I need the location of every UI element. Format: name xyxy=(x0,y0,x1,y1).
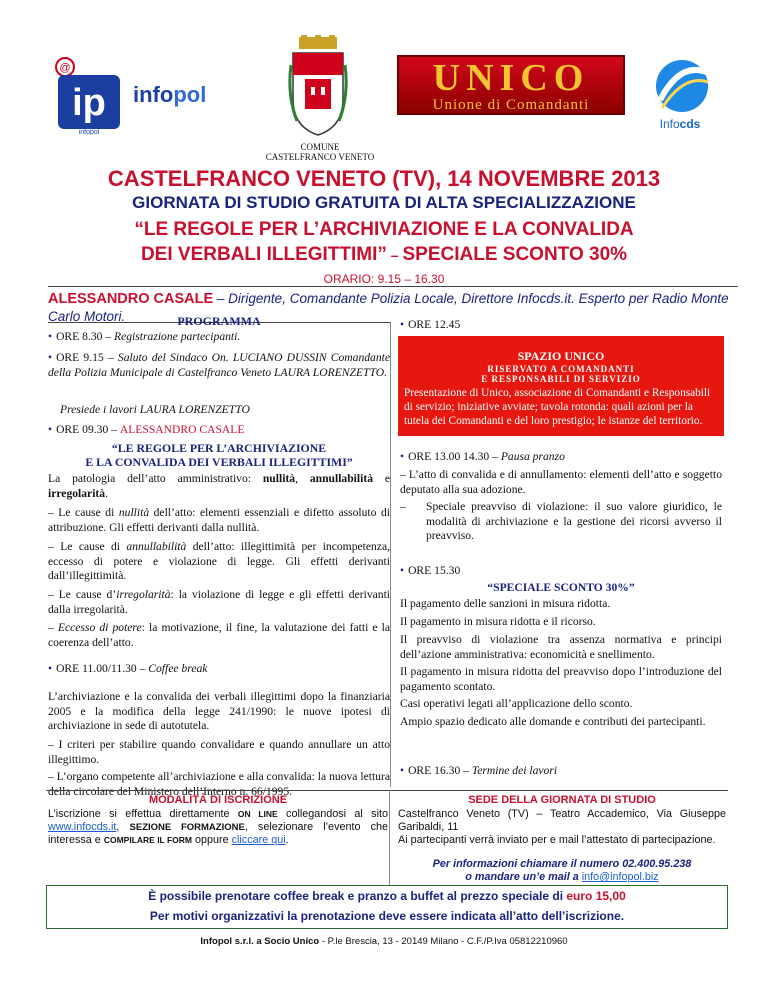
para-preavviso-normativa: Il preavviso di violazione tra assenza normativa e principi dell’azione amministrativa: economicità e snellimento. xyxy=(400,633,722,661)
svg-text:infopol: infopol xyxy=(78,129,100,135)
item-ore-1630: • ORE 16.30 – Termine dei lavori xyxy=(400,764,722,779)
sconto-title: “SPECIALE SCONTO 30%” xyxy=(487,581,635,594)
castelfranco-crest-icon xyxy=(287,35,349,139)
comune-caption: COMUNE CASTELFRANCO VENETO xyxy=(265,142,375,162)
item-ore-1300: • ORE 13.00 14.30 – Pausa pranzo xyxy=(400,450,722,465)
para-convalida: – L’atto di convalida e di annullamento: elementi dell’atto e soggetto deputato alla sua adozione. xyxy=(400,468,722,496)
modalita-text: L’iscrizione si effettua direttamente ON LINE collegandosi al sito www.infocds.it, SEZIONE FORMAZIONE, selezionare l’evento che interessa e COMPILARE IL FORM oppure cliccare qui. xyxy=(48,808,388,846)
infocds-logo xyxy=(640,52,720,132)
para-ricorso: Il pagamento in misura ridotta e il ricorso. xyxy=(400,615,596,628)
item-ore-1100: • ORE 11.00/11.30 – Coffee break xyxy=(48,662,390,677)
infopol-wordmark: infopol xyxy=(133,82,207,107)
item-ore-1530: • ORE 15.30 xyxy=(400,564,722,579)
company-footer: Infopol s.r.l. a Socio Unico - P.le Brescia, 13 - 20149 Milano - C.F./P.Iva 05812210960 xyxy=(200,936,568,947)
para-eccesso: – Eccesso di potere: la motivazione, il fine, la valutazione dei fatti e la coerenza dell’atto. xyxy=(48,621,391,649)
event-theme-line1: “LE REGOLE PER L’ARCHIVIAZIONE E LA CONVALIDA xyxy=(134,219,634,240)
coffee-banner: È possibile prenotare coffee break e pranzo a buffet al prezzo speciale di euro 15,00 Per motivi organizzativi la prenotazione deve essere indicata all’atto dell’iscrizione. xyxy=(46,885,728,929)
para-domande: Ampio spazio dedicato alle domande e contributi dei partecipanti. xyxy=(400,715,706,728)
orario: ORARIO: 9.15 – 16.30 xyxy=(323,272,445,286)
ip-letters: ip xyxy=(72,82,106,124)
para-casi: Casi operativi legati all’applicazione dello sconto. xyxy=(400,697,633,710)
info-email-link[interactable]: info@infopol.biz xyxy=(581,871,659,883)
cliccare-qui-link[interactable]: cliccare qui xyxy=(231,834,286,846)
item-ore-0930: • ORE 09.30 – ALESSANDRO CASALE xyxy=(48,423,390,438)
sede-attestato: Ai partecipanti verrà inviato per e mail l’attestato di partecipazione. xyxy=(398,834,716,846)
presiede: Presiede i lavori LAURA LORENZETTO xyxy=(60,403,250,416)
footer-divider xyxy=(46,790,728,791)
infocds-label: Infocds xyxy=(659,117,701,131)
item-ore-830: • ORE 8.30 – Registrazione partecipanti. xyxy=(48,330,390,345)
item-ore-1245: • ORE 12.45 xyxy=(400,318,722,333)
para-criteri: – I criteri per stabilire quando convalidare e quando annullare un atto illegittimo. xyxy=(48,738,390,766)
sede-address: Castelfranco Veneto (TV) – Teatro Accademico, Via Giuseppe Garibaldi, 11 xyxy=(398,808,726,833)
svg-text:@: @ xyxy=(59,62,71,74)
para-patologia: La patologia dell’atto amministrativo: nullità, annullabilità e irregolarità. xyxy=(48,472,391,500)
session-title: “LE REGOLE PER L’ARCHIVIAZIONE E LA CONVALIDA DEI VERBALI ILLEGITTIMI” xyxy=(85,441,353,469)
para-pagamento-scontato: Il pagamento in misura ridotta del preavviso dopo l’introduzione del pagamento scontato. xyxy=(400,665,722,693)
para-archiviazione: L’archiviazione e la convalida dei verbali illegittimi dopo la finanziaria 2005 e la modifica della legge 241/1990: le nuove ipotesi di archiviazione in sede di autotutela. xyxy=(48,690,390,732)
info-contact: Per informazioni chiamare il numero 02.400.95.238 o mandare un’e mail a info@infopol.biz xyxy=(432,858,692,883)
para-irregolarita: – Le cause d’irregolarità: la violazione di legge e gli effetti derivanti dalla irregolarità. xyxy=(48,588,391,616)
footer-col-divider xyxy=(389,790,390,885)
event-subtitle: GIORNATA DI STUDIO GRATUITA DI ALTA SPECIALIZZAZIONE xyxy=(132,193,636,212)
speaker-line: ALESSANDRO CASALE – Dirigente, Comandante Polizia Locale, Direttore Infocds.it. Esperto per Radio Monte Carlo Motori. xyxy=(48,286,738,325)
para-pagamento: Il pagamento delle sanzioni in misura ridotta. xyxy=(400,597,611,610)
sede-title: SEDE DELLA GIORNATA DI STUDIO xyxy=(468,794,656,806)
para-organo: – L’organo competente all’archiviazione e alla convalida: la nuova lettura della circolare del Ministero dell’Interno n. 66/1995. xyxy=(48,770,390,798)
programma-heading: PROGRAMMA xyxy=(177,314,261,328)
para-nullita: – Le cause di nullità dell’atto: elementi essenziali e difetto assoluto di attribuzione. Gli effetti derivanti dalla nullità. xyxy=(48,506,390,534)
unico-logo: UNICO Unione di Comandanti xyxy=(397,55,625,115)
event-theme-line2: DEI VERBALI ILLEGITTIMI” – SPECIALE SCONTO 30% xyxy=(140,244,628,265)
item-ore-915: • ORE 9.15 – Saluto del Sindaco On. LUCIANO DUSSIN Comandante della Polizia Municipale di Castelfranco Veneto LAURA LORENZETTO. xyxy=(48,351,390,380)
para-preavviso: – Speciale preavviso di violazione: il suo valore giuridico, le modalità di archiviazione e la gestione dei ricorsi avverso il preavviso. xyxy=(400,500,722,542)
para-annullabilita: – Le cause di annullabilità dell’atto: illegittimità per incompetenza, eccesso di potere e violazione di legge. Gli effetti derivanti dall’illegittimità. xyxy=(48,540,390,582)
modalita-title: MODALITÀ DI ISCRIZIONE xyxy=(148,794,288,806)
spazio-unico-box: SPAZIO UNICO RISERVATO A COMANDANTI E RESPONSABILI DI SERVIZIO Presentazione di Unico, associazione di Comandanti e Responsabili di servizio; iniziative avviate; tavola rotonda: quali azioni per la tutela dei Comandanti e del loro prestigio; le istanze del territorio. xyxy=(398,336,724,436)
infocds-link[interactable]: www.infocds.it xyxy=(48,821,117,833)
event-title: CASTELFRANCO VENETO (TV), 14 NOVEMBRE 2013 xyxy=(107,166,661,191)
ip-logo xyxy=(52,55,126,135)
